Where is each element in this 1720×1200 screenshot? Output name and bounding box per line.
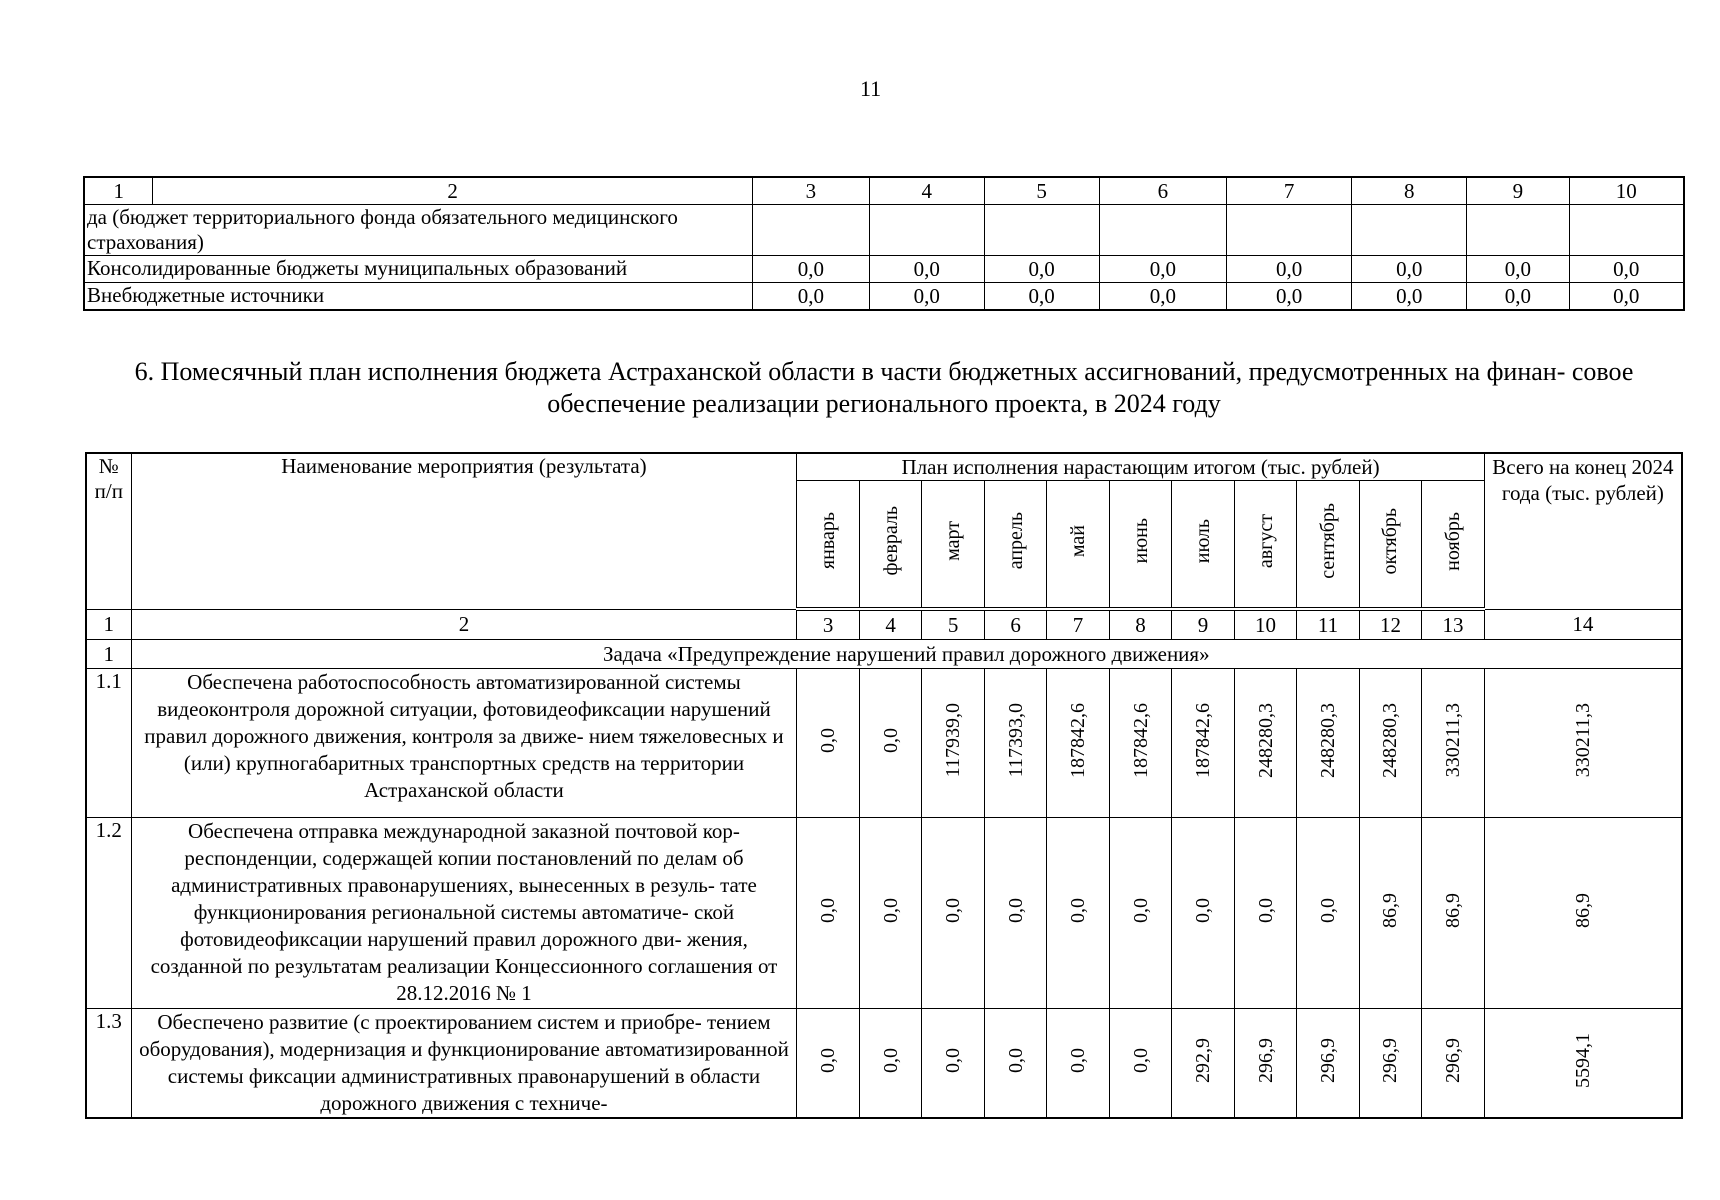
- value-cell: 296,9: [1422, 1009, 1485, 1119]
- value-cell: 187842,6: [1172, 669, 1234, 818]
- value-cell: [752, 205, 869, 256]
- value-cell: 0,0: [1227, 283, 1352, 311]
- month-header: июль: [1172, 481, 1234, 610]
- section-title: 6. Помесячный план исполнения бюджета Астраханской области в части бюджетных ассигнований, предусмотренных на финан- совое обеспечение реализации регионального проекта, в 2024 году: [134, 357, 1634, 418]
- value-cell: 0,0: [797, 818, 859, 1009]
- value-cell: 117939,0: [922, 669, 984, 818]
- value-cell: 0,0: [984, 283, 1099, 311]
- column-number: 5: [922, 609, 984, 640]
- column-number: 1: [86, 609, 131, 640]
- page-number: 11: [860, 76, 882, 101]
- table-row: [84, 256, 1684, 283]
- value-cell: 0,0: [1297, 818, 1359, 1009]
- value-cell: 0,0: [1352, 256, 1467, 283]
- month-header: май: [1047, 481, 1109, 610]
- top-header-cell: 7: [1227, 177, 1352, 205]
- value-cell: [869, 205, 984, 256]
- top-header-cell: 9: [1467, 177, 1569, 205]
- value-cell: 0,0: [1569, 283, 1684, 311]
- value-cell: 248280,3: [1297, 669, 1359, 818]
- funding-sources-table: [83, 176, 1685, 311]
- value-cell: 0,0: [1047, 1009, 1109, 1119]
- row-number: 1.3: [86, 1009, 131, 1119]
- month-header: август: [1234, 481, 1296, 610]
- value-cell: 0,0: [859, 818, 921, 1009]
- value-cell: [1099, 205, 1226, 256]
- source-name: Внебюджетные источники: [84, 283, 752, 311]
- value-cell: [1467, 205, 1569, 256]
- top-header-cell: 5: [984, 177, 1099, 205]
- value-cell: 117393,0: [984, 669, 1046, 818]
- value-cell: 0,0: [1352, 283, 1467, 311]
- value-cell: 86,9: [1359, 818, 1421, 1009]
- value-cell: 0,0: [1569, 256, 1684, 283]
- column-header-no: № п/п: [86, 453, 131, 609]
- value-cell: 0,0: [1047, 818, 1109, 1009]
- column-header-name: Наименование мероприятия (результата): [131, 453, 797, 609]
- top-table-header-row: [84, 177, 1684, 205]
- month-header: ноябрь: [1422, 481, 1485, 610]
- month-header: сентябрь: [1297, 481, 1359, 610]
- value-cell: [1227, 205, 1352, 256]
- column-number-row: [86, 609, 1682, 640]
- table-row: [84, 205, 1684, 256]
- value-cell: 296,9: [1359, 1009, 1421, 1119]
- row-name: Обеспечено развитие (с проектированием систем и приобре- тением оборудования), модернизация и функционирование автоматизированной системы фиксации административных правонарушений в области дорожного движения с техниче-: [131, 1009, 797, 1119]
- value-cell: 0,0: [1172, 818, 1234, 1009]
- table-row: [86, 818, 1682, 1009]
- value-cell: 0,0: [1467, 283, 1569, 311]
- value-cell: 292,9: [1172, 1009, 1234, 1119]
- value-cell: 187842,6: [1047, 669, 1109, 818]
- table-row: [84, 283, 1684, 311]
- task-number: 1: [86, 640, 131, 669]
- value-cell: 0,0: [1467, 256, 1569, 283]
- value-cell: [1569, 205, 1684, 256]
- value-cell: 248280,3: [1359, 669, 1421, 818]
- column-header-total: Всего на конец 2024 года (тыс. рублей): [1484, 453, 1682, 609]
- value-cell: 0,0: [859, 669, 921, 818]
- column-number: 2: [131, 609, 797, 640]
- source-name: да (бюджет территориального фонда обязательного медицинского страхования): [84, 205, 752, 256]
- value-cell: 0,0: [984, 256, 1099, 283]
- top-header-cell: 10: [1569, 177, 1684, 205]
- column-number: 9: [1172, 609, 1234, 640]
- month-header: июнь: [1109, 481, 1171, 610]
- total-cell: 330211,3: [1484, 669, 1682, 818]
- top-header-cell: 1: [84, 177, 153, 205]
- column-number: 8: [1109, 609, 1171, 640]
- row-number: 1.2: [86, 818, 131, 1009]
- column-number: 4: [859, 609, 921, 640]
- top-header-cell: 3: [752, 177, 869, 205]
- value-cell: 330211,3: [1422, 669, 1485, 818]
- column-number: 14: [1484, 609, 1682, 640]
- value-cell: 0,0: [984, 818, 1046, 1009]
- column-number: 6: [984, 609, 1046, 640]
- top-header-cell: 2: [153, 177, 752, 205]
- table-row: [86, 669, 1682, 818]
- value-cell: 0,0: [859, 1009, 921, 1119]
- task-row: [86, 640, 1682, 669]
- column-number: 12: [1359, 609, 1421, 640]
- month-header: январь: [797, 481, 859, 610]
- month-header: октябрь: [1359, 481, 1421, 610]
- month-header: март: [922, 481, 984, 610]
- column-number: 3: [797, 609, 859, 640]
- monthly-plan-table: [85, 452, 1683, 1119]
- month-header: апрель: [984, 481, 1046, 610]
- column-number: 11: [1297, 609, 1359, 640]
- value-cell: 0,0: [752, 283, 869, 311]
- value-cell: 248280,3: [1234, 669, 1296, 818]
- value-cell: 0,0: [752, 256, 869, 283]
- column-number: 7: [1047, 609, 1109, 640]
- value-cell: 296,9: [1234, 1009, 1296, 1119]
- source-name: Консолидированные бюджеты муниципальных образований: [84, 256, 752, 283]
- value-cell: 0,0: [1227, 256, 1352, 283]
- value-cell: 0,0: [1234, 818, 1296, 1009]
- value-cell: [1352, 205, 1467, 256]
- value-cell: 0,0: [797, 669, 859, 818]
- total-cell: 5594,1: [1484, 1009, 1682, 1119]
- row-number: 1.1: [86, 669, 131, 818]
- row-name: Обеспечена отправка международной заказной почтовой кор- респонденции, содержащей копии постановлений по делам об административных правонарушениях, вынесенных в резуль- тате функционирования региональной системы автоматиче- ской фотовидеофиксации нарушений правил дорожного дви- жения, созданной по результатам реализации Концессионного соглашения от 28.12.2016 № 1: [131, 818, 797, 1009]
- value-cell: 0,0: [1099, 283, 1226, 311]
- month-header: февраль: [859, 481, 921, 610]
- row-name: Обеспечена работоспособность автоматизированной системы видеоконтроля дорожной ситуации, фотовидеофиксации нарушений правил дорожного движения, контроля за движе- нием тяжеловесных и (или) крупногабаритных транспортных средств на территории Астраханской области: [131, 669, 797, 818]
- column-number: 10: [1234, 609, 1296, 640]
- task-title: Задача «Предупреждение нарушений правил дорожного движения»: [131, 640, 1682, 669]
- value-cell: 0,0: [797, 1009, 859, 1119]
- column-number: 13: [1422, 609, 1485, 640]
- top-header-cell: 6: [1099, 177, 1226, 205]
- value-cell: 187842,6: [1109, 669, 1171, 818]
- value-cell: 86,9: [1422, 818, 1485, 1009]
- table-header-row: [86, 453, 1682, 481]
- value-cell: [984, 205, 1099, 256]
- value-cell: 0,0: [869, 256, 984, 283]
- top-header-cell: 8: [1352, 177, 1467, 205]
- value-cell: 0,0: [869, 283, 984, 311]
- value-cell: 0,0: [1109, 1009, 1171, 1119]
- value-cell: 0,0: [1109, 818, 1171, 1009]
- value-cell: 0,0: [984, 1009, 1046, 1119]
- column-header-plan: План исполнения нарастающим итогом (тыс. рублей): [797, 453, 1484, 481]
- total-cell: 86,9: [1484, 818, 1682, 1009]
- value-cell: 0,0: [922, 818, 984, 1009]
- top-header-cell: 4: [869, 177, 984, 205]
- value-cell: 296,9: [1297, 1009, 1359, 1119]
- table-row: [86, 1009, 1682, 1119]
- value-cell: 0,0: [922, 1009, 984, 1119]
- value-cell: 0,0: [1099, 256, 1226, 283]
